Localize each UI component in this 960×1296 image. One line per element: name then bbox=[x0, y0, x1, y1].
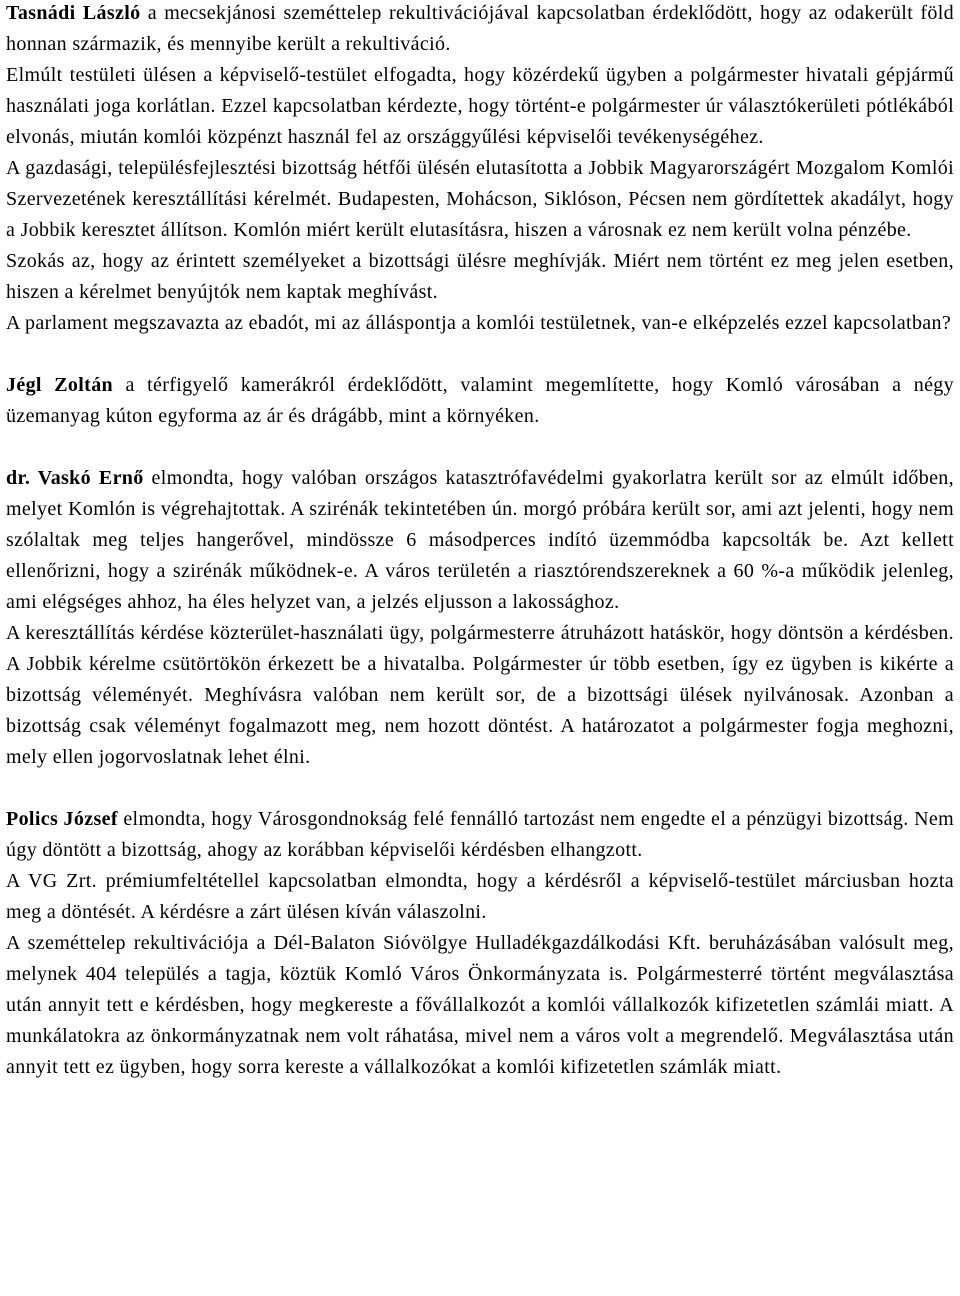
speaker-block bbox=[6, 0, 954, 339]
paragraph bbox=[6, 60, 954, 153]
paragraph-text: elmondta, hogy valóban országos katasztrófavédelmi gyakorlatra került sor az elmúlt időben, melyet Komlón is végrehajtottak. A szirénák tekintetében ún. morgó próbára került sor, ami azt jelenti, hogy nem szólaltak meg teljes hangerővel, mindössze 6 másodperces indító üzemmódba kapcsolták be. Azt kellett ellenőrizni, hogy a szirénák működnek-e. A város területén a riasztórendszereknek a 60 %-a működik jelenleg, ami elégséges ahhoz, ha éles helyzet van, a jelzés eljusson a lakossághoz. bbox=[6, 467, 954, 613]
speaker-block bbox=[6, 804, 954, 1083]
paragraph-text: Szokás az, hogy az érintett személyeket a bizottsági ülésre meghívják. Miért nem történt ez meg jelen esetben, hiszen a kérelmet benyújtók nem kaptak meghívást. bbox=[6, 250, 954, 303]
paragraph-text: A keresztállítás kérdése közterület-használati ügy, polgármesterre átruházott hatáskör, hogy döntsön a kérdésben. A Jobbik kérelme csütörtökön érkezett be a hivatalba. Polgármester úr több esetben, így ez ügyben is kikérte a bizottság véleményét. Meghívásra valóban nem került sor, de a bizottsági ülések nyilvánosak. Azonban a bizottság csak véleményt fogalmazott meg, nem hozott döntést. A határozatot a polgármester fogja meghozni, mely ellen jogorvoslatnak lehet élni. bbox=[6, 622, 954, 768]
speaker-name: Polics József bbox=[6, 808, 118, 830]
paragraph-text: elmondta, hogy Városgondnokság felé fennálló tartozást nem engedte el a pénzügyi bizottság. Nem úgy döntött a bizottság, ahogy az korábban képviselői kérdésben elhangzott. bbox=[6, 808, 954, 861]
paragraph bbox=[6, 463, 954, 618]
speaker-block bbox=[6, 370, 954, 432]
paragraph-text: Elmúlt testületi ülésen a képviselő-testület elfogadta, hogy közérdekű ügyben a polgármester hivatali gépjármű használati joga korlátlan. Ezzel kapcsolatban kérdezte, hogy történt-e polgármester úr választókerületi pótlékából elvonás, miután komlói közpénzt használ fel az országgyűlési képviselői tevékenységéhez. bbox=[6, 64, 954, 148]
paragraph-text: A parlament megszavazta az ebadót, mi az álláspontja a komlói testületnek, van-e elképzelés ezzel kapcsolatban? bbox=[6, 312, 952, 334]
speaker-name: dr. Vaskó Ernő bbox=[6, 467, 144, 489]
paragraph bbox=[6, 246, 954, 308]
paragraph bbox=[6, 0, 954, 60]
paragraph bbox=[6, 153, 954, 246]
document-page bbox=[6, 0, 954, 1083]
paragraph bbox=[6, 370, 954, 432]
paragraph bbox=[6, 928, 954, 1083]
speaker-name: Tasnádi László bbox=[6, 2, 141, 24]
speaker-name: Jégl Zoltán bbox=[6, 374, 114, 396]
paragraph bbox=[6, 866, 954, 928]
paragraph-text: A szeméttelep rekultivációja a Dél-Balaton Sióvölgye Hulladékgazdálkodási Kft. beruházásában valósult meg, melynek 404 település a tagja, köztük Komló Város Önkormányzata is. Polgármesterré történt megválasztása után annyit tett e kérdésben, hogy megkereste a fővállalkozót a komlói vállalkozók kifizetetlen számlái miatt. A munkálatokra az önkormányzatnak nem volt ráhatása, mivel nem a város volt a megrendelő. Megválasztása után annyit tett ez ügyben, hogy sorra kereste a vállalkozókat a komlói kifizetetlen számlák miatt. bbox=[6, 932, 954, 1078]
paragraph-text: A VG Zrt. prémiumfeltétellel kapcsolatban elmondta, hogy a kérdésről a képviselő-testület márciusban hozta meg a döntését. A kérdésre a zárt ülésen kíván válaszolni. bbox=[6, 870, 954, 923]
paragraph-text: a térfigyelő kamerákról érdeklődött, valamint megemlítette, hogy Komló városában a négy üzemanyag kúton egyforma az ár és drágább, mint a környéken. bbox=[6, 374, 954, 427]
paragraph-text: A gazdasági, településfejlesztési bizottság hétfői ülésén elutasította a Jobbik Magyarországért Mozgalom Komlói Szervezetének keresztállítási kérelmét. Budapesten, Mohácson, Siklóson, Pécsen nem gördítettek akadályt, hogy a Jobbik keresztet állítson. Komlón miért került elutasításra, hiszen a városnak ez nem került volna pénzébe. bbox=[6, 157, 954, 241]
paragraph bbox=[6, 804, 954, 866]
paragraph bbox=[6, 308, 954, 339]
paragraph bbox=[6, 618, 954, 773]
speaker-block bbox=[6, 463, 954, 773]
paragraph-text: a mecsekjánosi szeméttelep rekultivációjával kapcsolatban érdeklődött, hogy az odakerült föld honnan származik, és mennyibe került a rekultiváció. bbox=[6, 2, 955, 55]
